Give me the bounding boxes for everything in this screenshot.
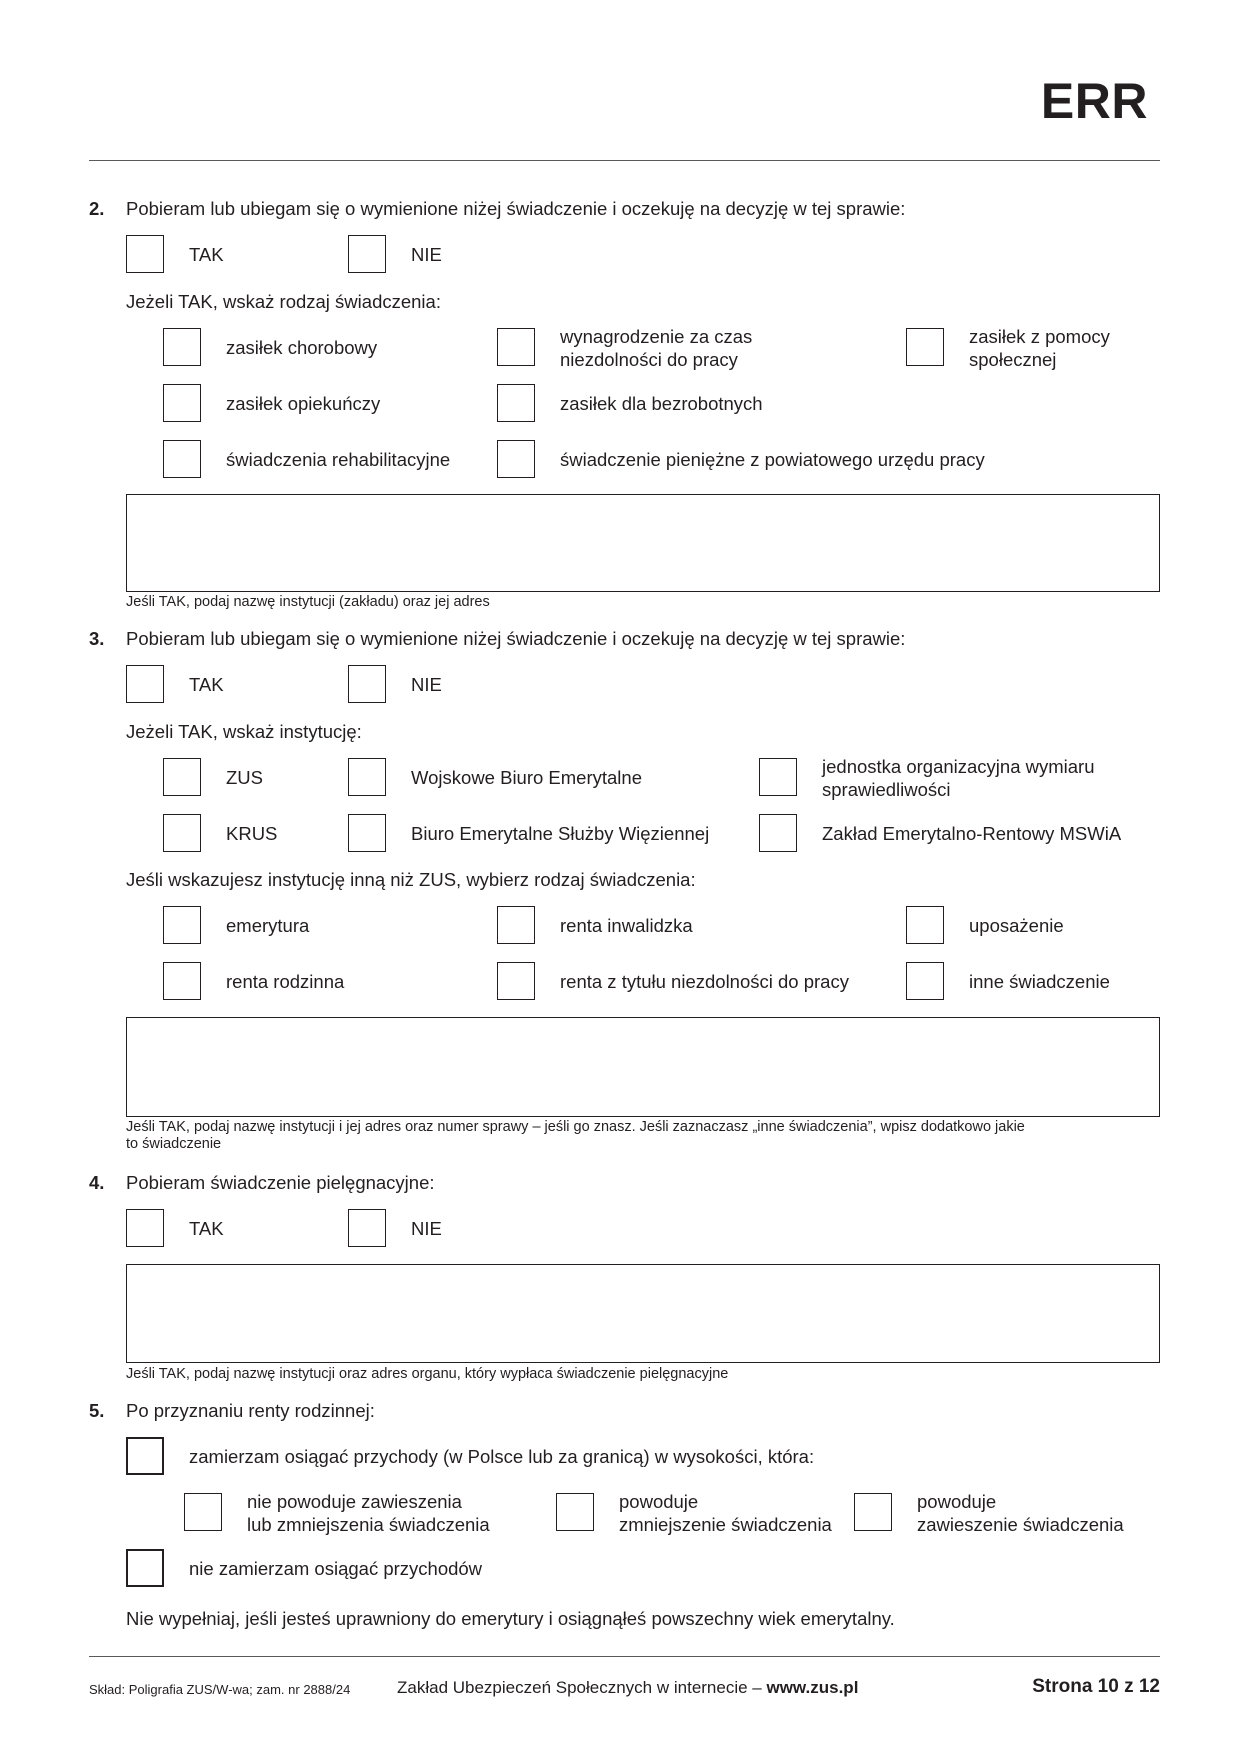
q2-labour-office-checkbox[interactable] [497,440,535,478]
q2-social-aid-label [969,325,1110,371]
q5-reduction-label [619,1490,832,1536]
q3-prison-service-label: Biuro Emerytalne Służby Więziennej [411,823,710,844]
q3-justice-unit-label-line1: jednostka organizacyjna wymiaru [822,756,1095,777]
q5-no-suspension-label [247,1490,490,1536]
q5-reduction-label-line2: zmniejszenie świadczenia [619,1514,832,1535]
q2-salary-incapacity-label [560,325,752,371]
q3-prompt: Jeżeli TAK, wskaż instytucję: [126,721,362,742]
q4-yes-checkbox[interactable] [126,1209,164,1247]
q5-no-suspension-checkbox[interactable] [184,1493,222,1531]
q2-salary-incapacity-label-line2: niezdolności do pracy [560,349,738,370]
q5-question: Po przyznaniu renty rodzinnej: [126,1400,375,1421]
q2-care-benefit-label: zasiłek opiekuńczy [226,393,381,414]
footer-print-info: Skład: Poligrafia ZUS/W-wa; zam. nr 2888/24 [89,1682,351,1697]
q3-prompt2: Jeśli wskazujesz instytucję inną niż ZUS, wybierz rodzaj świadczenia: [126,869,696,890]
q3-prison-service-checkbox[interactable] [348,814,386,852]
q3-yes-checkbox[interactable] [126,665,164,703]
q5-suspension-checkbox[interactable] [854,1493,892,1531]
q2-care-benefit-checkbox[interactable] [163,384,201,422]
q2-unemployment-checkbox[interactable] [497,384,535,422]
q2-labour-office-label: świadczenie pieniężne z powiatowego urzędu pracy [560,449,985,470]
q3-incapacity-pension-label: renta z tytułu niezdolności do pracy [560,971,849,992]
q2-no-label: NIE [411,244,442,265]
q3-other-benefit-checkbox[interactable] [906,962,944,1000]
q3-allowance-checkbox[interactable] [906,906,944,944]
q5-reduction-label-line1: powoduje [619,1491,699,1512]
q2-sick-benefit-checkbox[interactable] [163,328,201,366]
q4-no-label: NIE [411,1218,442,1239]
q5-income-checkbox[interactable] [126,1437,164,1475]
q5-no-income-checkbox[interactable] [126,1549,164,1587]
q3-pension-checkbox[interactable] [163,906,201,944]
q3-yes-label: TAK [189,674,224,695]
q3-incapacity-pension-checkbox[interactable] [497,962,535,1000]
q3-mswia-label: Zakład Emerytalno-Rentowy MSWiA [822,823,1122,844]
q2-prompt: Jeżeli TAK, wskaż rodzaj świadczenia: [126,291,441,312]
q3-military-office-checkbox[interactable] [348,758,386,796]
q4-field-caption: Jeśli TAK, podaj nazwę instytucji oraz adres organu, który wypłaca świadczenie pielęgnacyjne [126,1366,729,1382]
q3-disability-pension-label: renta inwalidzka [560,915,693,936]
q4-number: 4. [89,1172,105,1193]
q3-number: 3. [89,628,105,649]
q5-number: 5. [89,1400,105,1421]
q3-justice-unit-label-line2: sprawiedliwości [822,779,951,800]
form-code: ERR [1040,73,1148,129]
q3-disability-pension-checkbox[interactable] [497,906,535,944]
q2-social-aid-checkbox[interactable] [906,328,944,366]
footer-center [397,1678,858,1698]
q3-zus-label: ZUS [226,767,263,788]
q3-no-label: NIE [411,674,442,695]
q2-social-aid-label-line1: zasiłek z pomocy [969,326,1110,347]
footer-center-text: Zakład Ubezpieczeń Społecznych w internecie – [397,1678,767,1697]
q5-suspension-label-line2: zawieszenie świadczenia [917,1514,1124,1535]
header-divider [89,160,1160,161]
q2-field-caption: Jeśli TAK, podaj nazwę instytucji (zakładu) oraz jej adres [126,594,490,610]
q2-social-aid-label-line2: społecznej [969,349,1057,370]
q3-krus-checkbox[interactable] [163,814,201,852]
footer-url-link[interactable]: www.zus.pl [766,1678,859,1697]
page-number: Strona 10 z 12 [1032,1676,1160,1697]
q3-family-pension-label: renta rodzinna [226,971,345,992]
q3-family-pension-checkbox[interactable] [163,962,201,1000]
q3-pension-label: emerytura [226,915,310,936]
q3-field-caption-line1: Jeśli TAK, podaj nazwę instytucji i jej adres oraz numer sprawy – jeśli go znasz. Jeśli zaznaczasz „inne świadczenia”, wpisz dodatkowo jakie [126,1119,1025,1135]
footer-divider [89,1656,1160,1657]
q5-no-suspension-label-line2: lub zmniejszenia świadczenia [247,1514,490,1535]
q2-unemployment-label: zasiłek dla bezrobotnych [560,393,763,414]
q2-salary-incapacity-checkbox[interactable] [497,328,535,366]
q2-sick-benefit-label: zasiłek chorobowy [226,337,378,358]
q3-military-office-label: Wojskowe Biuro Emerytalne [411,767,642,788]
q2-question: Pobieram lub ubiegam się o wymienione niżej świadczenie i oczekuję na decyzję w tej sprawie: [126,198,906,219]
q5-suspension-label-line1: powoduje [917,1491,997,1512]
q2-yes-checkbox[interactable] [126,235,164,273]
q2-number: 2. [89,198,105,219]
q3-allowance-label: uposażenie [969,915,1064,936]
q2-rehab-checkbox[interactable] [163,440,201,478]
q3-justice-unit-checkbox[interactable] [759,758,797,796]
q3-field-caption-line2: to świadczenie [126,1136,222,1152]
q3-zus-checkbox[interactable] [163,758,201,796]
q4-question: Pobieram świadczenie pielęgnacyjne: [126,1172,435,1193]
q4-no-checkbox[interactable] [348,1209,386,1247]
q5-no-income-label: nie zamierzam osiągać przychodów [189,1558,483,1579]
q3-krus-label: KRUS [226,823,278,844]
q5-no-suspension-label-line1: nie powoduje zawieszenia [247,1491,462,1512]
q2-rehab-label: świadczenia rehabilitacyjne [226,449,451,470]
q5-reduction-checkbox[interactable] [556,1493,594,1531]
q5-note: Nie wypełniaj, jeśli jesteś uprawniony do emerytury i osiągnąłeś powszechny wiek emerytalny. [126,1608,895,1629]
q3-justice-unit-label [822,755,1095,801]
q3-no-checkbox[interactable] [348,665,386,703]
q2-no-checkbox[interactable] [348,235,386,273]
q2-salary-incapacity-label-line1: wynagrodzenie za czas [560,326,753,347]
q5-income-label: zamierzam osiągać przychody (w Polsce lub za granicą) w wysokości, która: [189,1446,815,1467]
q2-institution-field[interactable] [126,494,1160,592]
q3-field-caption [126,1119,1166,1153]
q3-other-benefit-label: inne świadczenie [969,971,1110,992]
q5-suspension-label [917,1490,1124,1536]
q3-mswia-checkbox[interactable] [759,814,797,852]
q2-yes-label: TAK [189,244,224,265]
q4-yes-label: TAK [189,1218,224,1239]
q3-question: Pobieram lub ubiegam się o wymienione niżej świadczenie i oczekuję na decyzję w tej sprawie: [126,628,906,649]
q3-institution-field[interactable] [126,1017,1160,1117]
q4-institution-field[interactable] [126,1264,1160,1363]
